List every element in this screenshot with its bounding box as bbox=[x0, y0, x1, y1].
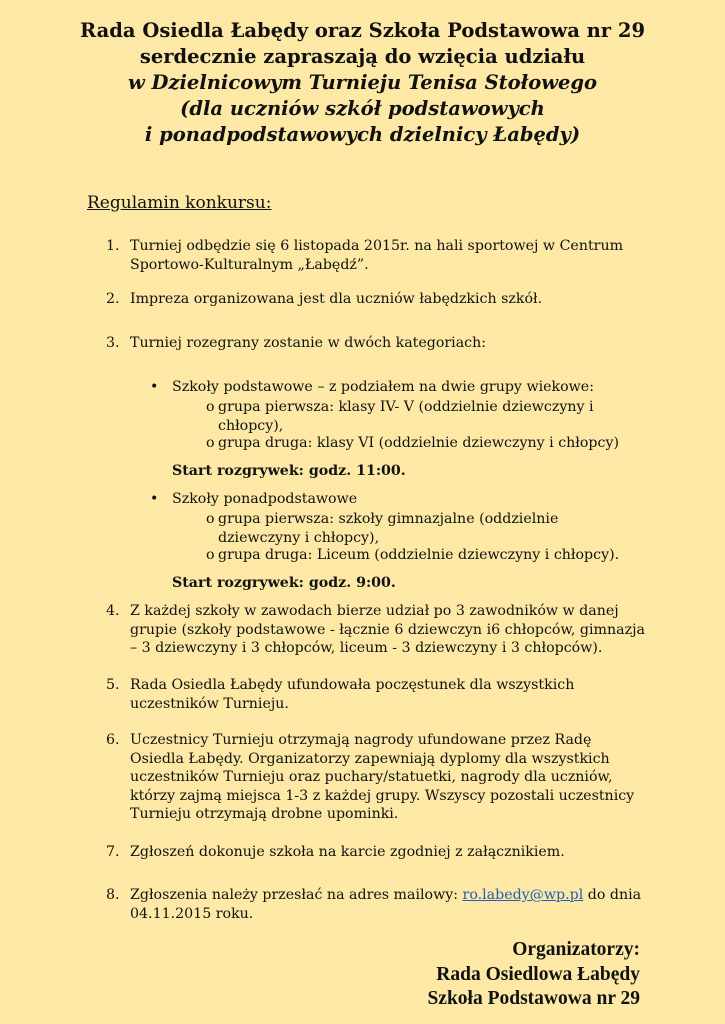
item-text-before: Zgłoszenia należy przesłać na adres mailowy: bbox=[130, 887, 463, 903]
bullet-marker: • bbox=[150, 491, 159, 507]
header-line-2: serdecznie zapraszają do wzięcia udziału bbox=[139, 45, 586, 68]
item-text: Turniej odbędzie się 6 listopada 2015r. na hali sportowej w Centrum Sportowo-Kulturalnym „Łabędź”. bbox=[130, 238, 624, 273]
bullet-marker: • bbox=[150, 379, 159, 395]
item-text: Impreza organizowana jest dla uczniów łabędzkich szkół. bbox=[130, 291, 543, 307]
organizers-signature bbox=[427, 938, 640, 1012]
item-text: Turniej rozegrany zostanie w dwóch kategoriach: bbox=[130, 335, 487, 351]
category-title: Szkoły ponadpodstawowe bbox=[172, 491, 358, 507]
item-number: 6. bbox=[106, 732, 120, 748]
email-link[interactable]: ro.labedy@wp.pl bbox=[462, 887, 584, 903]
circle-marker: o bbox=[206, 435, 215, 451]
header-line-4: (dla uczniów szkół podstawowych bbox=[180, 97, 545, 120]
group-text: grupa pierwsza: klasy IV- V (oddzielnie dziewczyny i chłopcy), bbox=[218, 399, 594, 434]
header-line-1: Rada Osiedla Łabędy oraz Szkoła Podstawowa nr 29 bbox=[79, 19, 646, 42]
circle-marker: o bbox=[206, 511, 215, 527]
signature-line-2: Rada Osiedlowa Łabędy bbox=[436, 963, 640, 985]
item-number: 4. bbox=[106, 603, 120, 619]
item-text: Zgłoszeń dokonuje szkoła na karcie zgodniej z załącznikiem. bbox=[130, 844, 565, 860]
item-text: Z każdej szkoły w zawodach bierze udział po 3 zawodników w danej grupie (szkoły podstawowe - łącznie 6 dziewczyn i6 chłopców, gimnazja – 3 dziewczyny i 3 chłopców, liceum - 3 dziewczyny i 3 chłopców). bbox=[130, 603, 645, 656]
signature-line-1: Organizatorzy: bbox=[512, 939, 640, 960]
start-time: Start rozgrywek: godz. 11:00. bbox=[172, 463, 406, 479]
signature-line-3: Szkoła Podstawowa nr 29 bbox=[427, 988, 640, 1009]
regulations-title: Regulamin konkursu: bbox=[87, 193, 272, 213]
group-text: grupa pierwsza: szkoły gimnazjalne (oddzielnie dziewczyny i chłopcy), bbox=[218, 511, 559, 546]
start-time: Start rozgrywek: godz. 9:00. bbox=[172, 575, 396, 591]
item-number: 5. bbox=[106, 677, 120, 693]
item-text: Uczestnicy Turnieju otrzymają nagrody ufundowane przez Radę Osiedla Łabędy. Organizatorzy zapewniają dyplomy dla wszystkich uczestników Turnieju oraz puchary/statuetki, nagrody dla uczniów, którzy zajmą miejsca 1-3 z każdej grupy. Wszyscy pozostali uczestnicy Turnieju otrzymają drobne upominki. bbox=[130, 732, 635, 822]
header-line-5: i ponadpodstawowych dzielnicy Łabędy) bbox=[144, 123, 581, 146]
circle-marker: o bbox=[206, 547, 215, 563]
item-number: 8. bbox=[106, 887, 120, 903]
item-number: 2. bbox=[106, 291, 120, 307]
header-line-3: w Dzielnicowym Turnieju Tenisa Stołowego bbox=[127, 71, 598, 94]
item-number: 3. bbox=[106, 335, 120, 351]
item-number: 7. bbox=[106, 844, 120, 860]
item-text: Rada Osiedla Łabędy ufundowała poczęstunek dla wszystkich uczestników Turnieju. bbox=[130, 677, 575, 712]
item-text-after: do dnia 04.11.2015 roku. bbox=[130, 887, 642, 922]
group-text: grupa druga: klasy VI (oddzielnie dziewczyny i chłopcy) bbox=[218, 435, 619, 451]
item-text bbox=[130, 886, 646, 923]
item-number: 1. bbox=[106, 238, 120, 254]
category-title: Szkoły podstawowe – z podziałem na dwie grupy wiekowe: bbox=[172, 379, 594, 395]
circle-marker: o bbox=[206, 399, 215, 415]
group-text: grupa druga: Liceum (oddzielnie dziewczyny i chłopcy). bbox=[218, 547, 620, 563]
invitation-header bbox=[60, 18, 665, 148]
